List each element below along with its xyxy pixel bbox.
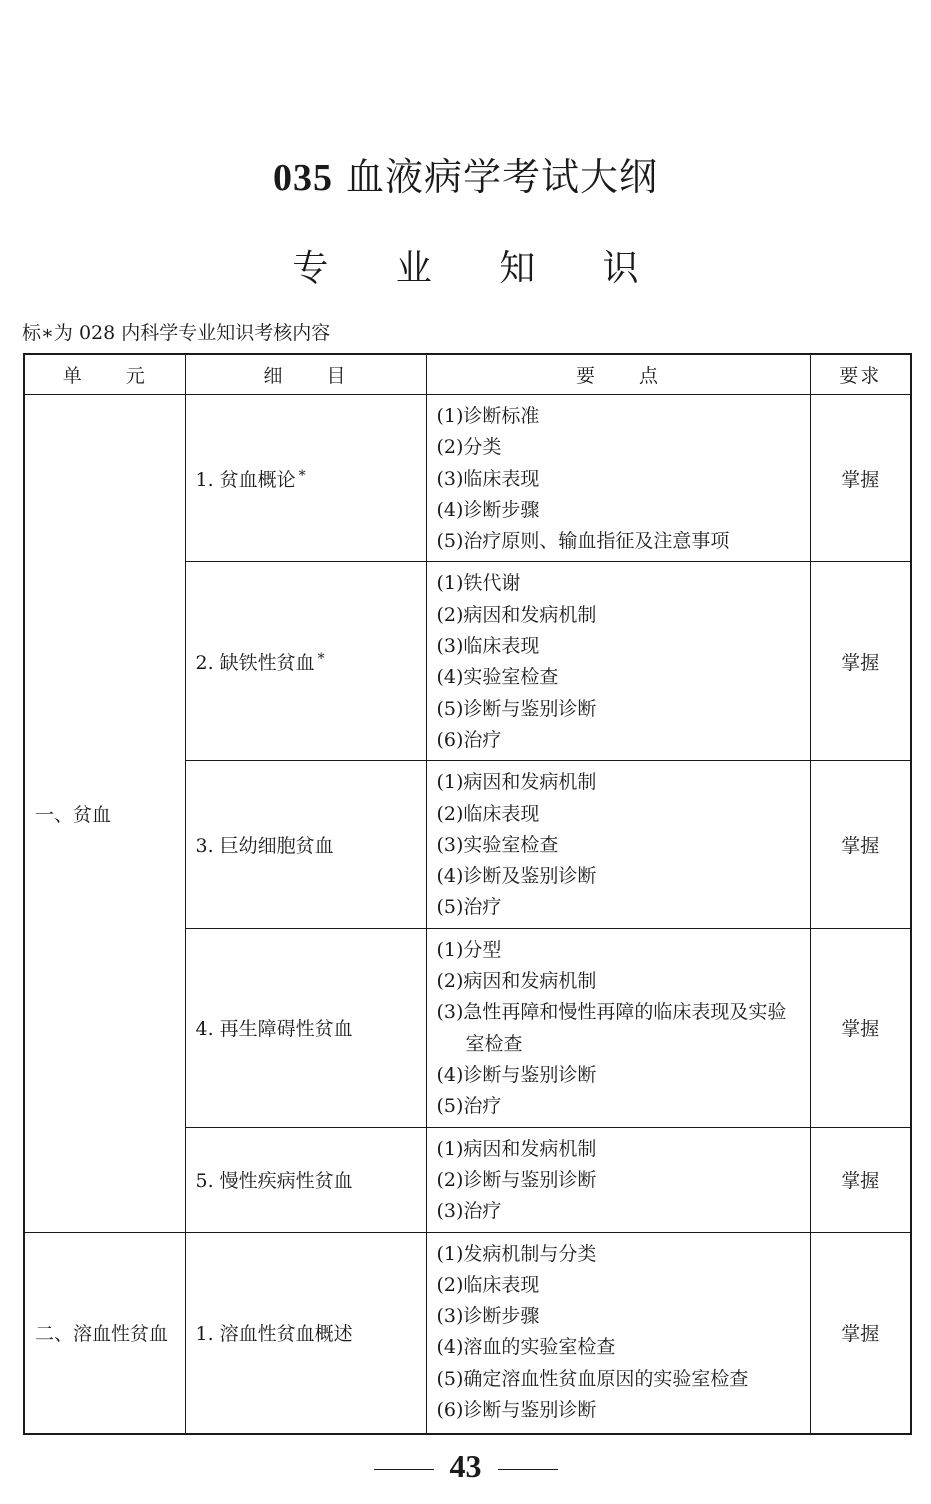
unit-cell: 一、贫血: [24, 395, 185, 1233]
header-requirement: 要求: [810, 354, 911, 395]
point-item: (2)诊断与鉴别诊断: [436, 1168, 597, 1191]
star-mark: *: [317, 650, 325, 667]
item-cell: [185, 928, 426, 1127]
point-item: (5)确定溶血性贫血原因的实验室检查: [436, 1367, 749, 1390]
page-number: 43: [449, 1448, 482, 1484]
point-item: (2)分类: [436, 436, 502, 459]
points-cell: [426, 395, 810, 562]
point-item: (3)临床表现: [436, 467, 540, 490]
page-footer: [0, 1448, 931, 1485]
point-item: (3)治疗: [436, 1200, 502, 1223]
point-item: (1)铁代谢: [436, 572, 521, 595]
star-mark: *: [298, 467, 306, 484]
point-item: (2)病因和发病机制: [436, 970, 597, 993]
point-item: (5)诊断与鉴别诊断: [436, 697, 597, 720]
header-unit: 单 元: [24, 354, 185, 395]
footer-rule-right: [498, 1469, 558, 1470]
item-label: 4. 再生障碍性贫血: [195, 1018, 353, 1041]
requirement-cell: 掌握: [810, 1127, 911, 1232]
point-item: (5)治疗: [436, 896, 502, 919]
point-item: (1)分型: [436, 938, 502, 961]
point-item: (2)临床表现: [436, 802, 540, 825]
point-item: (5)治疗原则、输血指征及注意事项: [436, 530, 730, 553]
point-item: (6)诊断与鉴别诊断: [436, 1399, 597, 1422]
requirement-cell: 掌握: [810, 1232, 911, 1434]
point-item: (2)病因和发病机制: [436, 603, 597, 626]
item-label: 3. 巨幼细胞贫血: [195, 835, 334, 857]
points-cell: [426, 928, 810, 1127]
point-item: (3)急性再障和慢性再障的临床表现及实验室检查: [436, 1001, 787, 1055]
point-item: (1)发病机制与分类: [436, 1242, 597, 1265]
item-label: 1. 溶血性贫血概述: [195, 1323, 353, 1346]
item-label: 2. 缺铁性贫血: [195, 651, 315, 674]
table-row: [24, 1232, 911, 1434]
syllabus-table: [23, 353, 912, 1435]
item-cell: [185, 395, 426, 562]
requirement-cell: 掌握: [810, 761, 911, 928]
unit-cell: 二、溶血性贫血: [24, 1232, 185, 1434]
point-item: (3)实验室检查: [436, 833, 559, 856]
table-row: [24, 395, 911, 562]
title-text: 血液病学考试大纲: [346, 155, 659, 199]
item-cell: [185, 1232, 426, 1434]
point-item: (3)诊断步骤: [436, 1305, 540, 1328]
header-points: 要 点: [426, 354, 810, 395]
point-item: (5)治疗: [436, 1095, 502, 1118]
point-item: (1)病因和发病机制: [436, 771, 597, 794]
item-cell: [185, 1127, 426, 1232]
header-item: 细 目: [185, 354, 426, 395]
point-item: (4)诊断步骤: [436, 498, 540, 521]
item-label: 1. 贫血概论: [195, 468, 296, 491]
section-subtitle: 专 业 知 识: [292, 248, 667, 289]
point-item: (6)治疗: [436, 728, 502, 751]
points-cell: [426, 562, 810, 761]
table-header-row: [24, 354, 911, 395]
item-cell: [185, 562, 426, 761]
point-item: (4)诊断及鉴别诊断: [436, 865, 597, 888]
point-item: (1)病因和发病机制: [436, 1137, 597, 1160]
points-cell: [426, 1232, 810, 1434]
document-title: [0, 146, 931, 201]
point-item: (1)诊断标准: [436, 405, 540, 427]
star-note: 标∗为 028 内科学专业知识考核内容: [22, 322, 331, 344]
title-number: 035: [272, 157, 333, 199]
points-cell: [426, 1127, 810, 1232]
requirement-cell: 掌握: [810, 562, 911, 761]
point-item: (3)临床表现: [436, 635, 540, 658]
point-item: (4)实验室检查: [436, 666, 559, 689]
item-label: 5. 慢性疾病性贫血: [195, 1170, 353, 1193]
point-item: (4)溶血的实验室检查: [436, 1336, 616, 1359]
item-cell: [185, 761, 426, 928]
footer-rule-left: [374, 1469, 434, 1470]
requirement-cell: 掌握: [810, 395, 911, 562]
requirement-cell: 掌握: [810, 928, 911, 1127]
point-item: (4)诊断与鉴别诊断: [436, 1063, 597, 1086]
point-item: (2)临床表现: [436, 1273, 540, 1296]
points-cell: [426, 761, 810, 928]
